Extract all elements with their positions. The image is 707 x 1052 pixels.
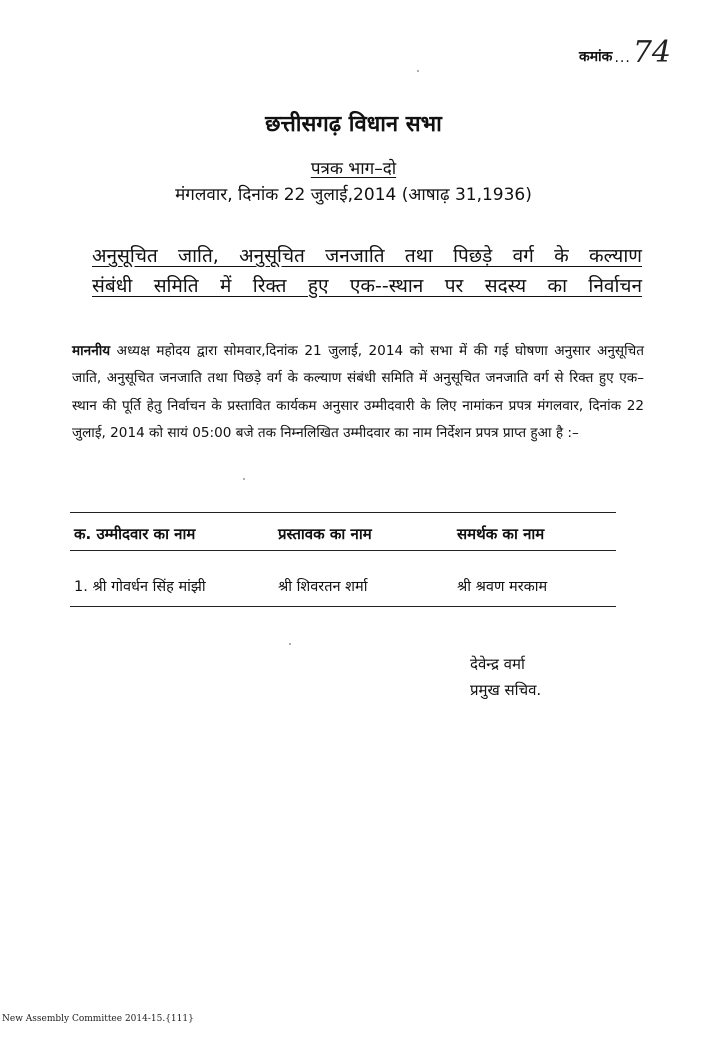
column-header-proposer: प्रस्तावक का नाम [278, 525, 372, 543]
body-text: अध्यक्ष महोदय द्वारा सोमवार,दिनांक 21 जुलाई, 2014 को सभा में की गई घोषणा अनुसार अनुसूचित जाति, अनुसूचित जनजाति तथा पिछड़े वर्ग के कल्याण संबंधी समिति में अनुसूचित जनजाति वर्ग से रिक्त हुए एक–स्थान की पूर्ति हेतु निर्वाचन के प्रस्तावित कार्यकम अनुसार उम्मीदवारी के लिए नामांकन प्रपत्र मंगलवार, दिनांक 22 जुलाई, 2014 को सायं 05:00 बजे तक निम्नलिखित उम्मीदवार का नाम निर्देशन प्रपत्र प्राप्त हुआ है :– [72, 343, 644, 442]
scan-speck [243, 478, 245, 480]
body-paragraph [72, 338, 644, 448]
subject-line-2-text: संबंधी समिति में रिक्त हुए एक--स्थान पर सदस्य का निर्वाचन [92, 275, 642, 297]
scan-speck [417, 70, 419, 72]
signatory-designation: प्रमुख सचिव. [470, 681, 542, 699]
assembly-title: छत्तीसगढ़ विधान सभा [265, 112, 442, 137]
subject-line-2 [92, 272, 642, 298]
subject-line-1 [92, 242, 642, 268]
scan-speck [289, 643, 291, 645]
bulletin-part-text: पत्रक भाग–दो [310, 159, 397, 179]
footer-file-reference: New Assembly Committee 2014-15.{111} [2, 1014, 194, 1024]
subject-line-1-text: अनुसूचित जाति, अनुसूचित जनजाति तथा पिछड़े वर्ग के कल्याण [92, 245, 642, 267]
table-cell-seconder: श्री श्रवण मरकाम [457, 579, 548, 595]
column-header-candidate: क. उम्मीदवार का नाम [74, 525, 196, 543]
table-cell-candidate: 1. श्री गोवर्धन सिंह मांझी [74, 579, 206, 595]
table-bottom-rule [70, 606, 616, 607]
column-header-seconder: समर्थक का नाम [457, 525, 545, 543]
bulletin-part [0, 156, 707, 179]
signatory-name: देवेन्द्र वर्मा [470, 655, 525, 673]
table-top-rule [70, 512, 616, 513]
table-cell-proposer: श्री शिवरतन शर्मा [278, 579, 368, 595]
serial-dots: ... [614, 50, 631, 66]
date-line: मंगलवार, दिनांक 22 जुलाई,2014 (आषाढ़ 31,1936) [175, 185, 532, 205]
serial-number-block [578, 35, 671, 70]
table-header-rule [70, 550, 616, 551]
body-lead-word: माननीय [72, 343, 111, 359]
serial-number-handwritten: 74 [632, 35, 671, 70]
serial-label: कमांक [578, 49, 613, 65]
